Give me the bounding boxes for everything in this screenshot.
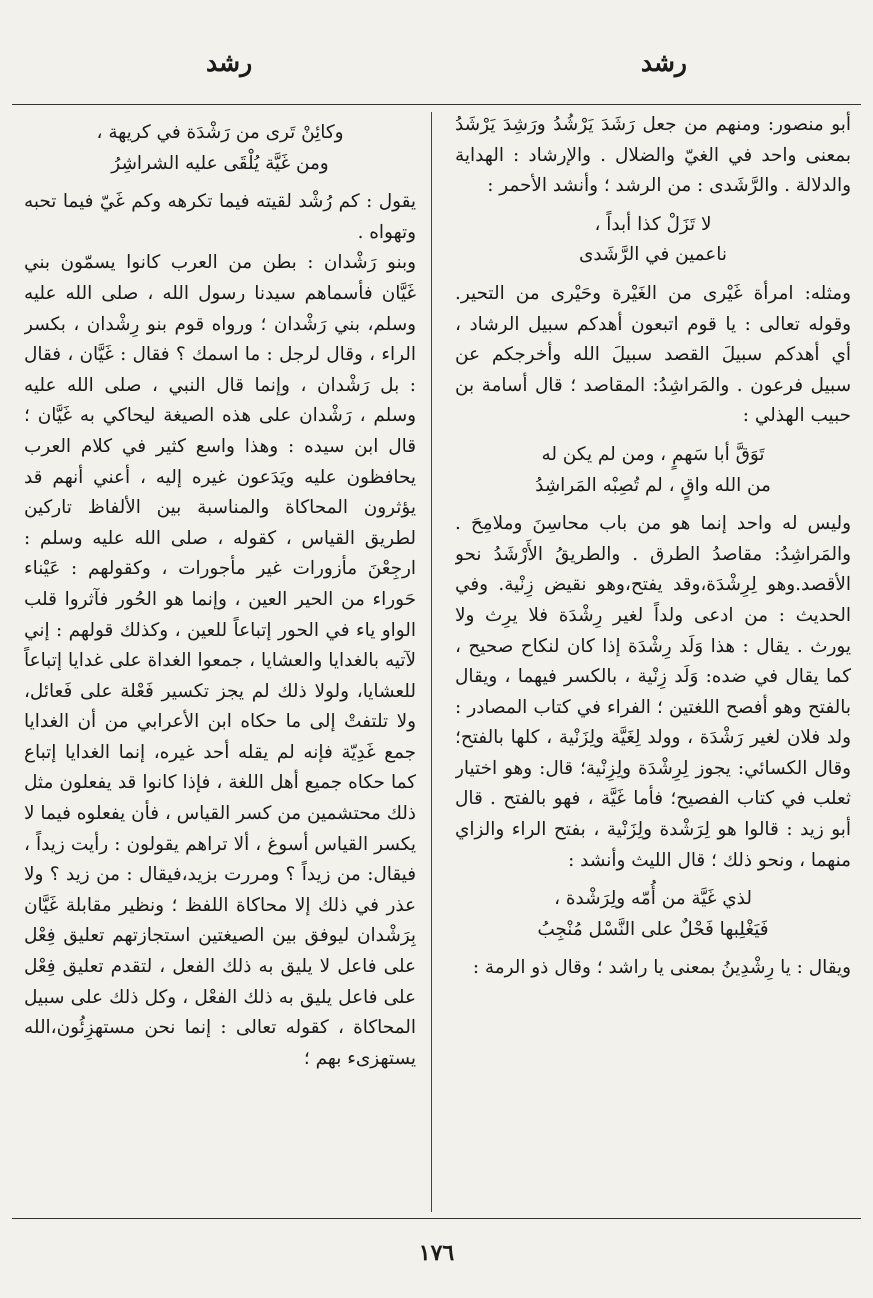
verse-line: لا تَزَلْ كذا أبداً ، [594, 213, 712, 235]
column-divider [431, 112, 432, 1212]
paragraph: ومثله: امرأة غَيْرى من الغَيْرة وحَيْرى من التحير. وقوله تعالى : يا قوم اتبعون أهدكم سبيل الرشاد ، أي أهدكم سبيلَ القصد سبيلَ الله وأخرجكم عن سبيل فرعون . والمَراشِدُ: المقاصد ؛ قال أسامة بن حبيب الهذلي : [455, 282, 851, 427]
verse [24, 118, 416, 179]
page-number: ١٧٦ [418, 1240, 455, 1266]
paragraph: ويقال : يا رِشْدِينُ بمعنى يا راشد ؛ وقال ذو الرمة : [472, 957, 851, 979]
paragraph: يقول : كم رُشْد لقيته فيما تكرهه وكم غَيّ فيما تحبه وتهواه . [24, 191, 416, 243]
right-column [455, 110, 851, 1214]
top-rule [12, 104, 861, 105]
verse-line: من الله واقٍ ، لم تُصِبْه المَراشِدُ [535, 474, 771, 496]
running-head-right: رشد [640, 48, 687, 77]
verse [455, 210, 851, 271]
bottom-rule [12, 1218, 861, 1219]
verse-line: فَيَغْلِبها فَحْلٌ على النَّسْل مُنْجِبُ [537, 918, 769, 940]
verse [455, 884, 851, 945]
verse-line: لذي غَيَّة من أُمّه ولِرَشْدة ، [554, 888, 752, 910]
verse-line: تَوَقَّ أبا سَهمٍ ، ومن لم يكن له [541, 443, 765, 465]
left-column [24, 110, 416, 1214]
running-head-left: رشد [206, 48, 253, 77]
verse [455, 440, 851, 501]
verse-line: ناعمين في الرَّشَدى [578, 244, 727, 266]
paragraph: وليس له واحد إنما هو من باب محاسِنَ وملامِحَ . والمَراشِدُ: مقاصدُ الطرق . والطريقُ الأَرْشَدُ نحو الأقصد.وهو لِرِشْدَة،وقد يفتح،وهو نقيض زِنْية. وفي الحديث : من ادعى ولداً لغير رِشْدَة فلا يرِث ولا يورث . يقال : هذا وَلَد رِشْدَة إذا كان لنكاح صحيح ، كما يقال في ضده: وَلَد زِنْية ، بالكسر فيهما ، ويقال بالفتح وهو أفصح اللغتين ؛ الفراء في كتاب المصادر : ولد فلان لغير رَشْدَة ، وولد لِغَيَّة ولِزَنْية ، كلها بالفتح؛ وقال الكسائي: يجوز لِرِشْدَة ولِزِنْية؛ قال: وهو اختيار ثعلب في كتاب الفصيح؛ فأما غَيَّة ، فهو بالفتح . قال أبو زيد : قالوا هو لِرَشْدة ولِزَنْية ، بفتح الراء والزاي منهما ، ونحو ذلك ؛ قال الليث وأنشد : [455, 513, 851, 871]
verse-line: ومن غَيَّة يُلْقَى عليه الشراشِرُ [111, 152, 329, 174]
paragraph: أبو منصور: ومنهم من جعل رَشَدَ يَرْشُدُ ورَشِدَ يَرْشَدُ بمعنى واحد في الغيّ والضلال . والإرشاد : الهداية والدلالة . والرَّشَدى : من الرشد ؛ وأنشد الأحمر : [455, 114, 851, 197]
paragraph: وبنو رَشْدان : بطن من العرب كانوا يسمّون بني غَيَّان فأسماهم سيدنا رسول الله ، صلى الله عليه وسلم، بني رَشْدان ؛ ورواه قوم بنو رِشْدان ، بكسر الراء ، وقال لرجل : ما اسمك ؟ فقال : غَيَّان ، فقال : بل رَشْدان ، وإنما قال النبي ، صلى الله عليه وسلم ، رَشْدان على هذه الصيغة ليحاكي به غَيَّان ؛ قال ابن سيده : وهذا واسع كثير في كلام العرب يحافظون عليه ويَدَعون غيره إليه ، أعني أنهم قد يؤثرون المحاكاة والمناسبة بين الألفاظ تاركين لطريق القياس ، كقوله ، صلى الله عليه وسلم : ارجِعْنَ مأزورات غير مأجورات ، وكقولهم : عَيْناء حَوراء من الحير العين ، وإنما هو الحُور فآثروا قلب الواو ياء في الحور إتباعاً للعين ، وكذلك قولهم : إني لآتيه بالغدايا والعشايا ، جمعوا الغداة على غدايا إتباعاً للعشايا، ولولا ذلك لم يجز تكسير فَعْلة على فَعائل، ولا تلتفتْ إلى ما حكاه ابن الأعرابي من أن الغدايا جمع غَدِيّة فإنه لم يقله أحد غيره، إنما الغدايا إتباع كما حكاه جميع أهل اللغة ، فإذا كانوا قد يفعلون مثل ذلك محتشمين من كسر القياس ، فأن يفعلوه فيما لا يكسر القياس أسوغ ، ألا تراهم يقولون : رأيت زيداً ، فيقال: من زيداً ؟ ومررت بزيد،فيقال : من زيد ؟ ولا عذر في ذلك إلا محاكاة اللفظ ؛ ونظير مقابلة غَيَّان بِرَشْدان ليوفق بين الصيغتين استجازتهم تعليق فِعْل على فاعل لا يليق به ذلك الفعل ، لتقدم تعليق فِعْل على فاعل يليق به ذلك الفعْل ، وكل ذلك على سبيل المحاكاة ، كقوله تعالى : إنما نحن مستهزِئُون،الله يستهزىء بهم ؛ [24, 252, 416, 1069]
verse-line: وكائِنْ تَرى من رَشْدَة في كريهة ، [96, 122, 344, 143]
